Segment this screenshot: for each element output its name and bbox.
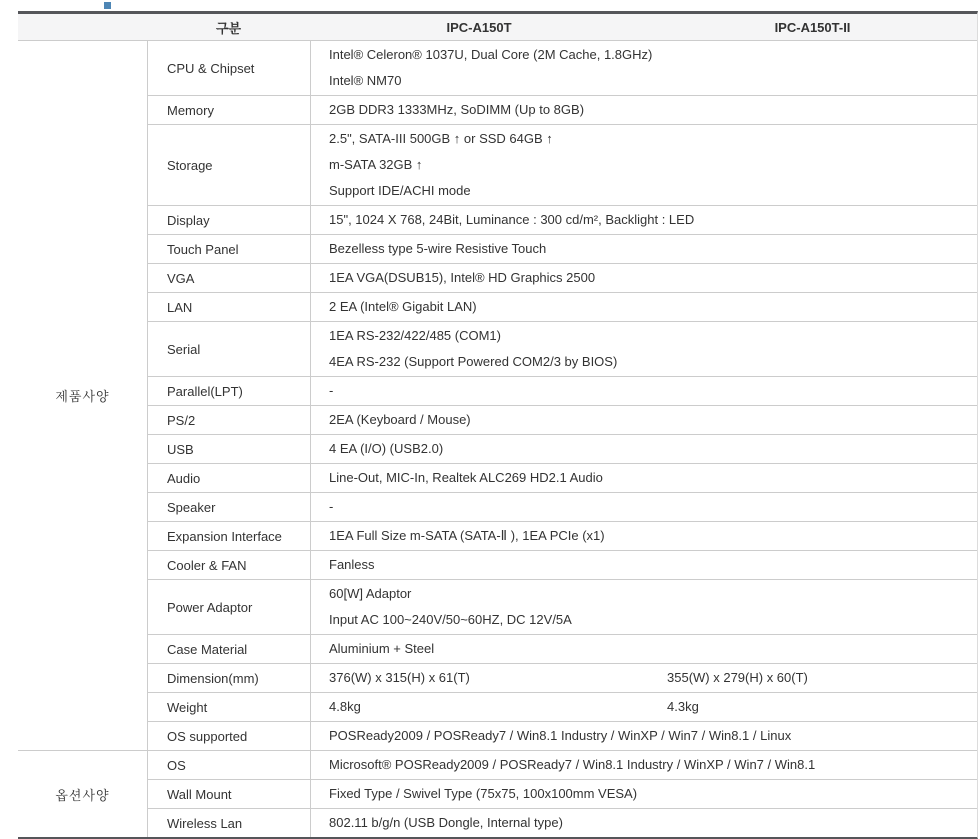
spec-value: Support IDE/ACHI mode [329, 183, 471, 198]
spec-name-cell: Display [148, 206, 311, 234]
spec-value: 802.11 b/g/n (USB Dongle, Internal type) [329, 815, 563, 830]
spec-value: POSReady2009 / POSReady7 / Win8.1 Industry / WinXP / Win7 / Win8.1 / Linux [329, 728, 792, 743]
spec-name-cell: Expansion Interface [148, 522, 311, 550]
spec-value-cell [311, 522, 977, 550]
spec-value-cell [311, 206, 977, 234]
spec-value: 2EA (Keyboard / Mouse) [329, 412, 471, 427]
spec-row [148, 263, 977, 292]
spec-value-cell [311, 751, 977, 779]
spec-value-cell [311, 293, 977, 321]
spec-value: 2 EA (Intel® Gigabit LAN) [329, 299, 477, 314]
spec-value-cell [311, 41, 977, 95]
spec-name-cell: Storage [148, 125, 311, 205]
spec-name-cell: Weight [148, 693, 311, 721]
spec-value: 1EA VGA(DSUB15), Intel® HD Graphics 2500 [329, 270, 596, 285]
spec-value: 376(W) x 315(H) x 61(T) [329, 670, 470, 685]
spec-value: Aluminium + Steel [329, 641, 435, 656]
spec-row [148, 95, 977, 124]
spec-name-cell: Speaker [148, 493, 311, 521]
spec-row [148, 779, 977, 808]
header-model-2: IPC-A150T-II [774, 19, 851, 35]
spec-row [148, 550, 977, 579]
spec-name-cell: Serial [148, 322, 311, 376]
spec-value: 15", 1024 X 768, 24Bit, Luminance : 300 cd/m², Backlight : LED [329, 212, 695, 227]
spec-value-cell [311, 406, 977, 434]
spec-value-cell [311, 322, 977, 376]
spec-row [148, 463, 977, 492]
spec-name-cell: CPU & Chipset [148, 41, 311, 95]
spec-name-cell: Case Material [148, 635, 311, 663]
spec-row [148, 579, 977, 634]
spec-value: 4.8kg [329, 699, 361, 714]
spec-value-cell [311, 635, 977, 663]
spec-name-cell: Wall Mount [148, 780, 311, 808]
spec-name-cell: OS [148, 751, 311, 779]
spec-value: Microsoft® POSReady2009 / POSReady7 / Win8.1 Industry / WinXP / Win7 / Win8.1 [329, 757, 816, 772]
spec-value-cell [311, 580, 977, 634]
spec-value-cell [311, 235, 977, 263]
spec-row [148, 521, 977, 550]
spec-value: 4.3kg [667, 699, 699, 714]
spec-value-cell [311, 809, 977, 837]
spec-name-cell: Audio [148, 464, 311, 492]
spec-name-cell: Dimension(mm) [148, 664, 311, 692]
spec-value: Intel® Celeron® 1037U, Dual Core (2M Cache, 1.8GHz) [329, 47, 653, 62]
spec-value-cell [311, 551, 977, 579]
spec-name-cell: LAN [148, 293, 311, 321]
spec-name-cell: VGA [148, 264, 311, 292]
table-body [18, 41, 977, 837]
spec-value: Intel® NM70 [329, 73, 402, 88]
spec-row [148, 721, 977, 750]
group-label: 옵션사양 [55, 787, 110, 803]
spec-row [148, 292, 977, 321]
spec-row [148, 663, 977, 692]
spec-value-split-cell [311, 664, 977, 692]
spec-value: Line-Out, MIC-In, Realtek ALC269 HD2.1 Audio [329, 470, 603, 485]
spec-value: - [329, 383, 334, 398]
spec-value-cell [311, 264, 977, 292]
spec-value: - [329, 499, 334, 514]
spec-value: 4 EA (I/O) (USB2.0) [329, 441, 444, 456]
section-rows [147, 41, 977, 750]
spec-name-cell: Memory [148, 96, 311, 124]
spec-value-cell [311, 493, 977, 521]
spec-value-cell [311, 464, 977, 492]
spec-row [148, 205, 977, 234]
spec-row [148, 321, 977, 376]
spec-value-cell [311, 96, 977, 124]
spec-value: 1EA Full Size m-SATA (SATA-Ⅱ ), 1EA PCIe (x1) [329, 528, 605, 543]
spec-value-cell [311, 377, 977, 405]
spec-value-cell [311, 722, 977, 750]
spec-name-cell: Power Adaptor [148, 580, 311, 634]
spec-row [148, 376, 977, 405]
spec-row [148, 124, 977, 205]
spec-table [18, 11, 978, 839]
spec-name-cell: Touch Panel [148, 235, 311, 263]
spec-row [148, 492, 977, 521]
spec-value: 2.5", SATA-III 500GB ↑ or SSD 64GB ↑ [329, 131, 553, 146]
spec-value: 1EA RS-232/422/485 (COM1) [329, 328, 501, 343]
section-rows [147, 751, 977, 837]
spec-name-cell: OS supported [148, 722, 311, 750]
blue-marker-dot [104, 2, 111, 9]
spec-row [148, 434, 977, 463]
spec-name-cell: Parallel(LPT) [148, 377, 311, 405]
spec-value: Fanless [329, 557, 375, 572]
spec-name-cell: Cooler & FAN [148, 551, 311, 579]
spec-value: 2GB DDR3 1333MHz, SoDIMM (Up to 8GB) [329, 102, 585, 117]
table-header-row [18, 14, 977, 41]
spec-value-split-cell [311, 693, 977, 721]
spec-value: Bezelless type 5-wire Resistive Touch [329, 241, 547, 256]
spec-value-cell [311, 125, 977, 205]
spec-row [148, 41, 977, 95]
spec-section [18, 41, 977, 750]
spec-row [148, 405, 977, 434]
spec-value: m-SATA 32GB ↑ [329, 157, 423, 172]
header-category: 구분 [215, 20, 242, 36]
spec-section [18, 750, 977, 837]
spec-value-cell [311, 780, 977, 808]
spec-name-cell: USB [148, 435, 311, 463]
spec-row [148, 634, 977, 663]
spec-value-cell [311, 435, 977, 463]
spec-name-cell: Wireless Lan [148, 809, 311, 837]
spec-value: Input AC 100~240V/50~60HZ, DC 12V/5A [329, 612, 572, 627]
spec-row [148, 234, 977, 263]
spec-value: 355(W) x 279(H) x 60(T) [667, 670, 808, 685]
spec-row [148, 692, 977, 721]
spec-value: Fixed Type / Swivel Type (75x75, 100x100mm VESA) [329, 786, 638, 801]
header-model-1: IPC-A150T [446, 19, 512, 35]
spec-row [148, 808, 977, 837]
spec-row [148, 751, 977, 779]
group-label: 제품사양 [55, 389, 110, 404]
spec-value: 60[W] Adaptor [329, 586, 412, 601]
spec-name-cell: PS/2 [148, 406, 311, 434]
spec-value: 4EA RS-232 (Support Powered COM2/3 by BIOS) [329, 354, 618, 369]
